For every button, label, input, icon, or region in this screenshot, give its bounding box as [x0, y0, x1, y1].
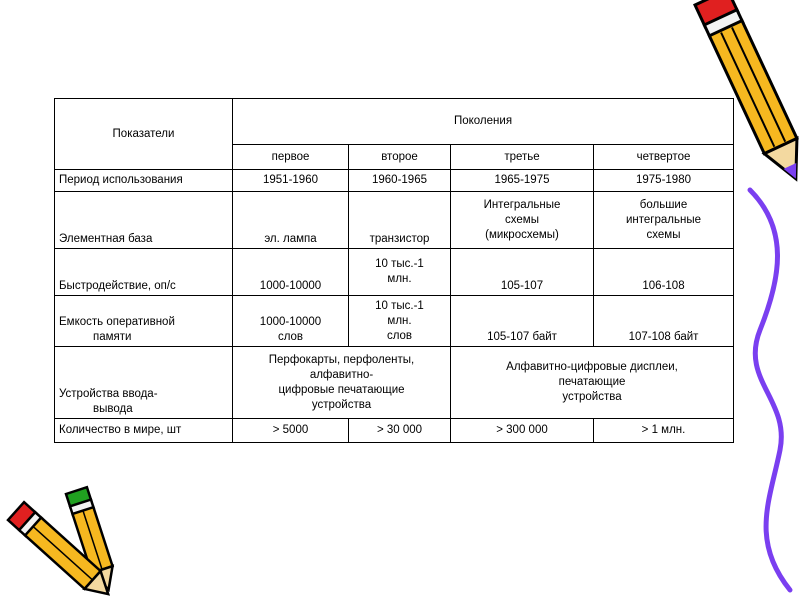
- row-label-line: вывода: [93, 403, 133, 415]
- table-cell: 105-107 байт: [451, 296, 594, 347]
- row-label: Быстродействие, оп/с: [55, 249, 233, 296]
- table-cell: > 5000: [233, 419, 349, 443]
- table-cell: 1000-10000 слов: [233, 296, 349, 347]
- pencil-ribbon-icon: [640, 0, 800, 600]
- table-cell: эл. лампа: [233, 192, 349, 249]
- table-cell: 1965-1975: [451, 170, 594, 192]
- table-row: [55, 347, 734, 419]
- table-row: [55, 419, 734, 443]
- header-indicators: Показатели: [55, 99, 233, 170]
- header-gen-2: второе: [349, 145, 451, 170]
- header-gen-3: третье: [451, 145, 594, 170]
- generations-table: [54, 98, 734, 443]
- row-label: [55, 296, 233, 347]
- table-row: [55, 170, 734, 192]
- row-label: Элементная база: [55, 192, 233, 249]
- table-cell: 105-107: [451, 249, 594, 296]
- row-label: Количество в мире, шт: [55, 419, 233, 443]
- table-cell: 10 тыс.-1 млн.: [349, 249, 451, 296]
- table-cell: > 1 млн.: [594, 419, 734, 443]
- header-generations: Поколения: [233, 99, 734, 145]
- row-label-line: Емкость оперативной: [59, 316, 175, 328]
- header-gen-1: первое: [233, 145, 349, 170]
- table-row: [55, 249, 734, 296]
- table-cell: > 30 000: [349, 419, 451, 443]
- table-cell: 10 тыс.-1 млн. слов: [349, 296, 451, 347]
- table-cell: 107-108 байт: [594, 296, 734, 347]
- table-row: [55, 192, 734, 249]
- row-label-line: памяти: [93, 331, 132, 343]
- row-label: Период использования: [55, 170, 233, 192]
- table-cell: транзистор: [349, 192, 451, 249]
- table-header-row: [55, 99, 734, 145]
- table-cell: Перфокарты, перфоленты, алфавитно- цифровые печатающие устройства: [233, 347, 451, 419]
- row-label: [55, 347, 233, 419]
- table-cell: большие интегральные схемы: [594, 192, 734, 249]
- table-row: [55, 296, 734, 347]
- pencils-icon: [0, 480, 160, 600]
- table-cell: 106-108: [594, 249, 734, 296]
- header-gen-4: четвертое: [594, 145, 734, 170]
- table-cell: Интегральные схемы (микросхемы): [451, 192, 594, 249]
- table-cell: 1960-1965: [349, 170, 451, 192]
- row-label-line: Устройства ввода-: [59, 388, 158, 400]
- table-cell: 1951-1960: [233, 170, 349, 192]
- table-cell: 1000-10000: [233, 249, 349, 296]
- table-cell: > 300 000: [451, 419, 594, 443]
- table-cell: Алфавитно-цифровые дисплеи, печатающие устройства: [451, 347, 734, 419]
- table-cell: 1975-1980: [594, 170, 734, 192]
